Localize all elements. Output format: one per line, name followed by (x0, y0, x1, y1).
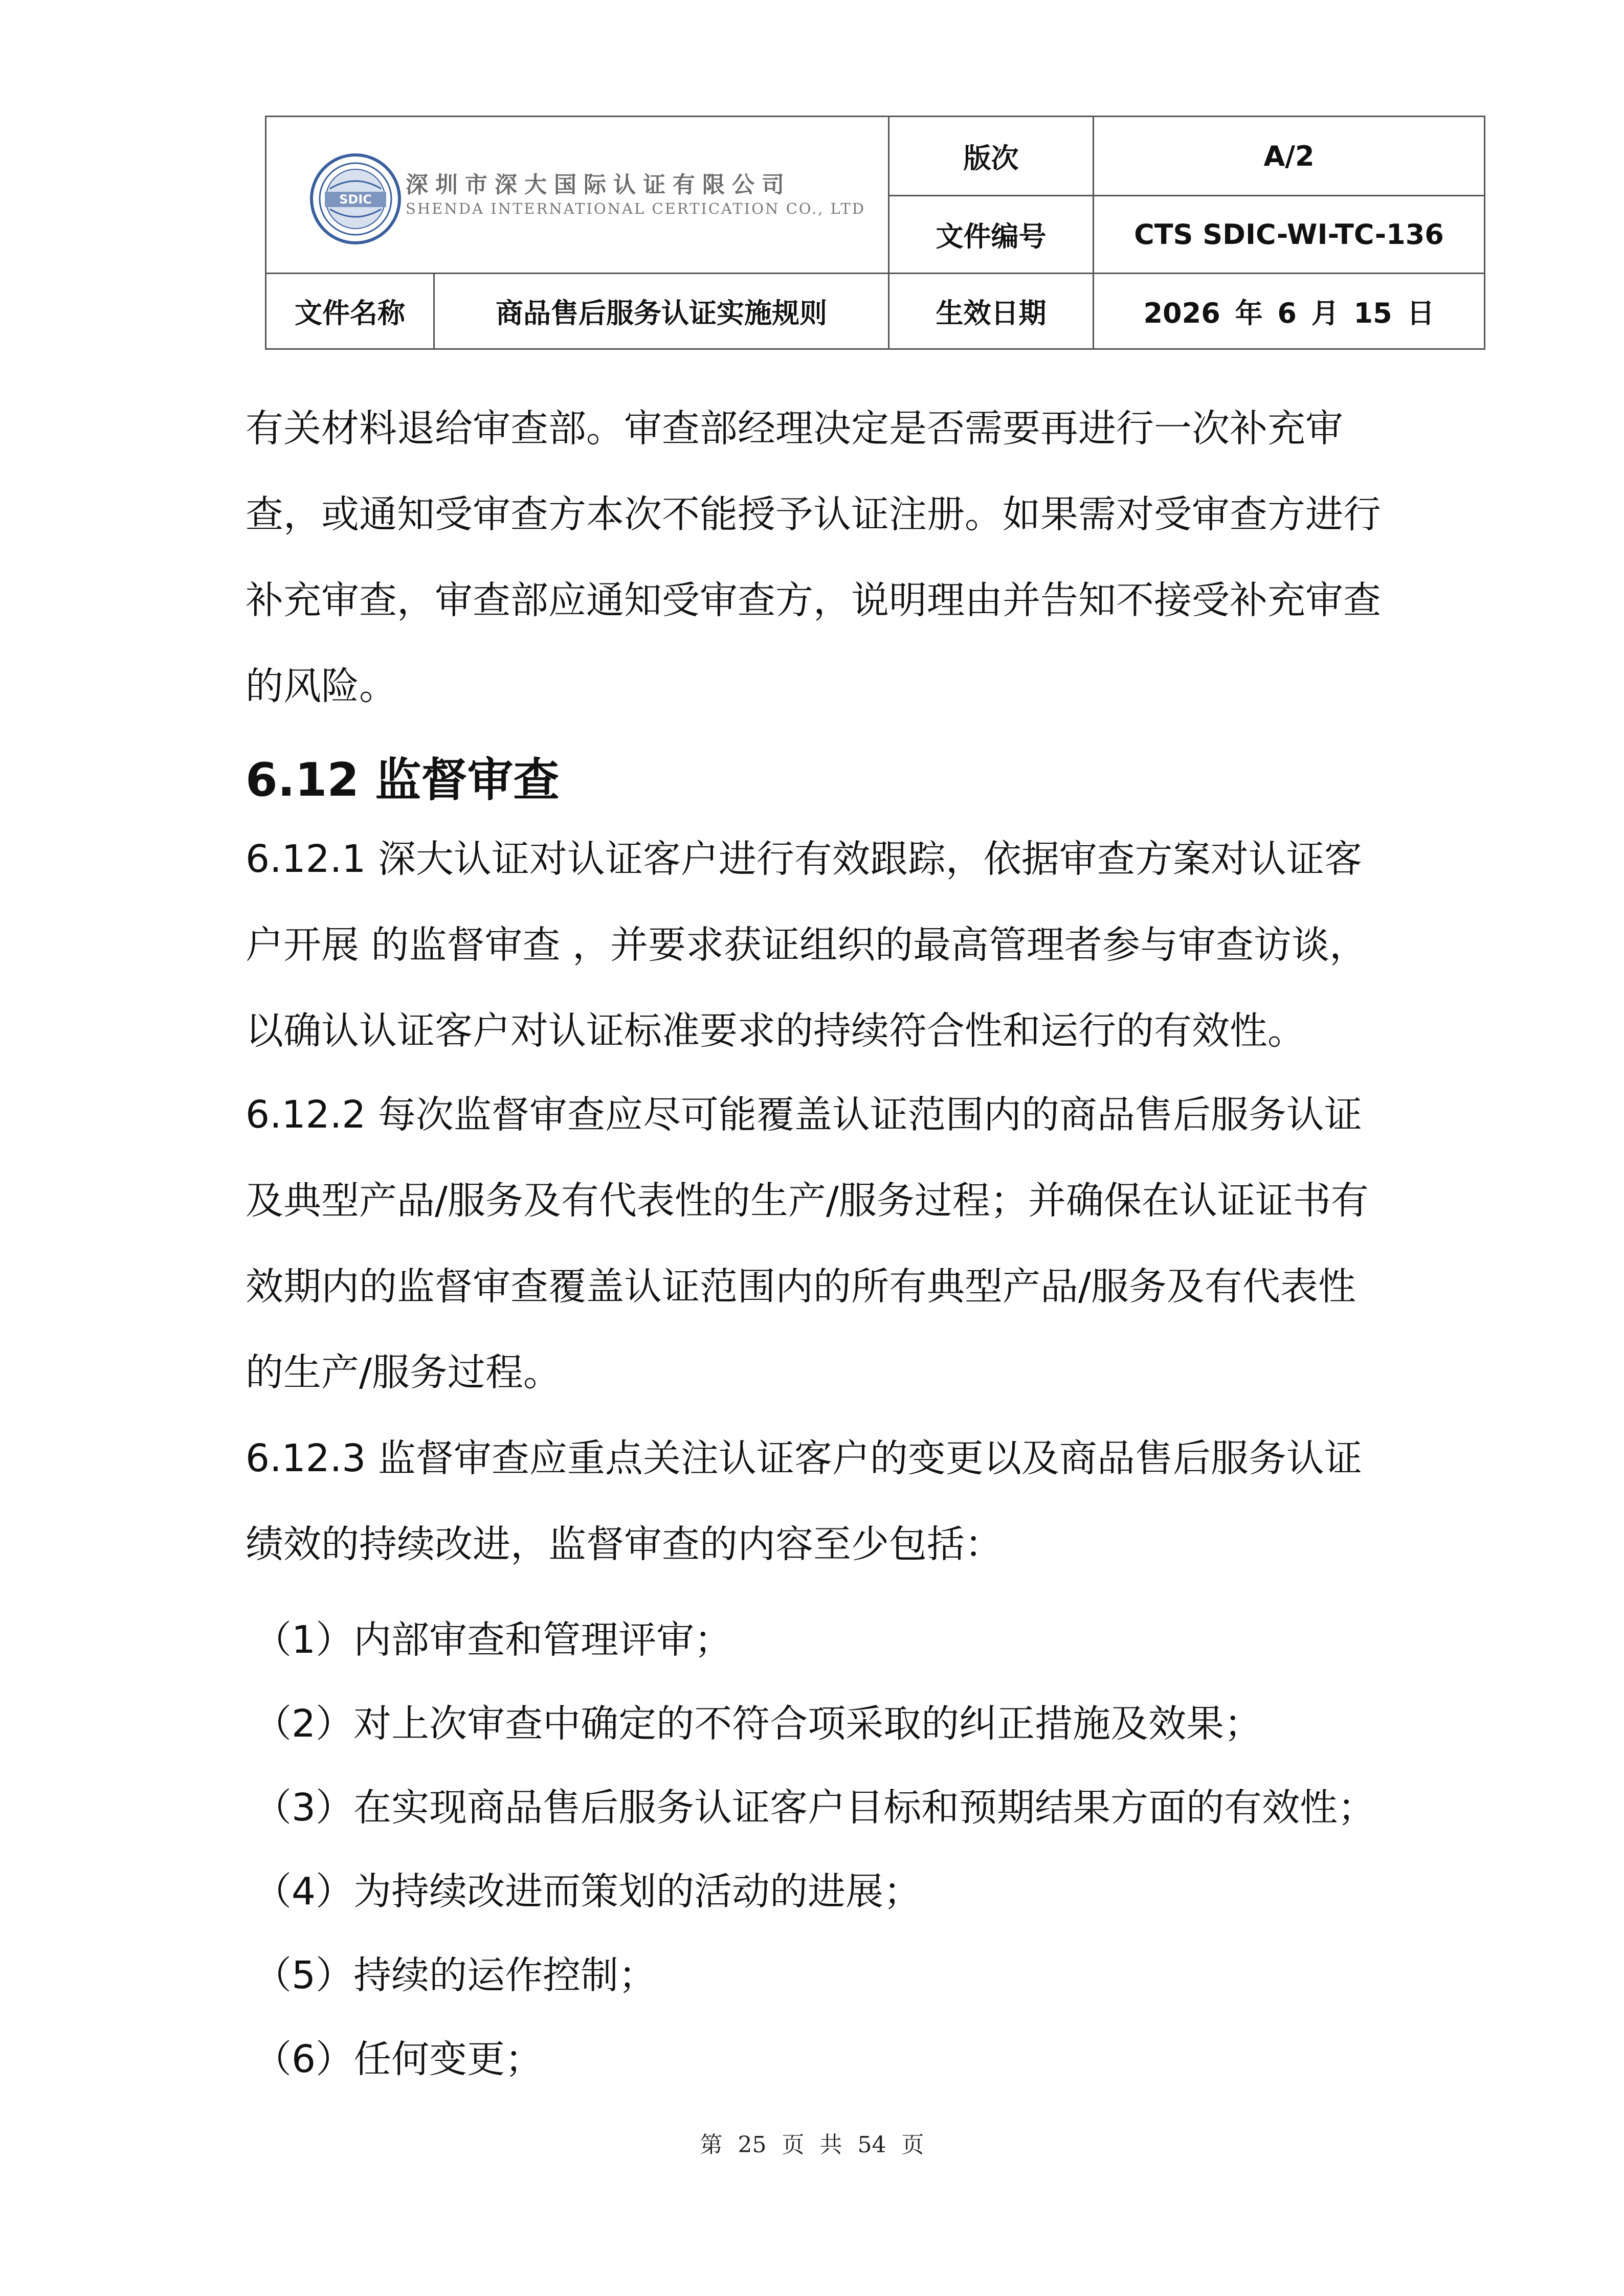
version-label: 版次 (963, 142, 1019, 174)
doc-number-label: 文件编号 (936, 220, 1047, 253)
version-value: A/2 (1263, 140, 1315, 172)
intro-paragraph: 有关材料退给审查部。审查部经理决定是否需要再进行一次补充审查，或通知受审查方本次不能授予认证注册。如果需对受审查方进行补充审查，审查部应通知受审查方，说明理由并告知不接受补充审查的风险。 (246, 407, 1381, 708)
effective-date-label: 生效日期 (936, 297, 1047, 329)
company-name-cn: 深圳市深大国际认证有限公司 (406, 172, 791, 198)
clause-6-12-1: 6.12.1 深大认证对认证客户进行有效跟踪，依据审查方案对认证客户开展 的监督审查 ，并要求获证组织的最高管理者参与审查访谈，以确认认证客户对认证标准要求的持续符合性和运行的有效性。 (246, 837, 1368, 1053)
list-item: （4）为持续改进而策划的活动的进展； (254, 1870, 922, 1914)
company-logo-icon (309, 153, 402, 245)
doc-number-value: CTS SDIC-WI-TC-136 (1134, 218, 1444, 251)
list-item: （3）在实现商品售后服务认证客户目标和预期结果方面的有效性； (254, 1786, 1376, 1830)
svg-text:SDIC: SDIC (339, 192, 372, 207)
list-item: （6）任何变更； (254, 2037, 543, 2081)
clause-6-12-3: 6.12.3 监督审查应重点关注认证客户的变更以及商品售后服务认证绩效的持续改进，监督审查的内容至少包括： (246, 1436, 1362, 1566)
section-heading: 6.12 监督审查 (246, 753, 560, 807)
doc-name-value: 商品售后服务认证实施规则 (496, 297, 827, 329)
list-item: （5）持续的运作控制； (254, 1953, 657, 1997)
document-header-table (265, 116, 1485, 350)
doc-name-label: 文件名称 (295, 297, 405, 329)
effective-date-value: 2026 年 6 月 15 日 (1143, 297, 1435, 329)
list-item: （2）对上次审查中确定的不符合项采取的纠正措施及效果； (254, 1702, 1262, 1746)
company-name-en: SHENDA INTERNATIONAL CERTICATION CO., LTD (406, 200, 865, 217)
list-item: （1）内部审查和管理评审； (254, 1618, 732, 1662)
page-number: 第 25 页 共 54 页 (700, 2132, 924, 2158)
clause-6-12-2: 6.12.2 每次监督审查应尽可能覆盖认证范围内的商品售后服务认证及典型产品/服务及有代表性的生产/服务过程；并确保在认证证书有效期内的监督审查覆盖认证范围内的所有典型产品/服务及有代表性的生产/服务过程。 (246, 1093, 1369, 1394)
